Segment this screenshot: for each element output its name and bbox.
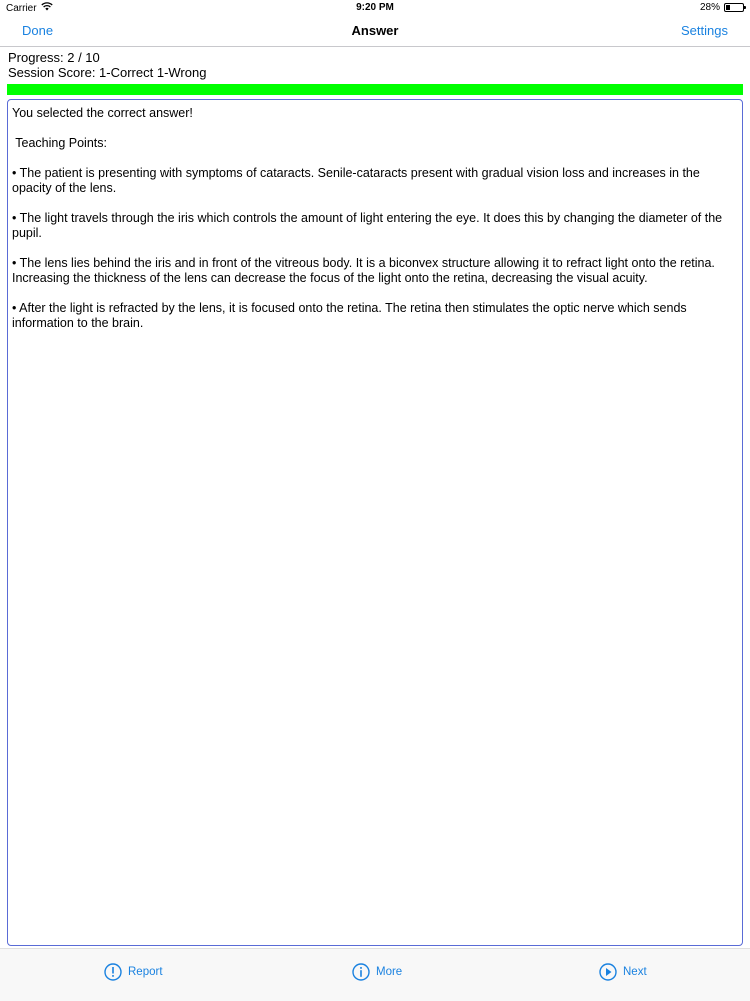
answer-text-view[interactable] xyxy=(7,99,743,946)
info-circle-icon xyxy=(352,963,370,981)
status-time: 9:20 PM xyxy=(356,2,394,13)
done-button[interactable]: Done xyxy=(22,23,54,38)
report-label: Report xyxy=(128,966,163,978)
next-label: Next xyxy=(623,966,647,978)
next-button[interactable] xyxy=(599,963,647,981)
teaching-point: • The light travels through the iris which controls the amount of light entering the eye. It does this by changing the diameter of the pupil. xyxy=(12,211,723,240)
teaching-points-heading: Teaching Points: xyxy=(12,136,107,150)
report-button[interactable] xyxy=(104,963,163,981)
settings-button[interactable]: Settings xyxy=(681,23,728,38)
battery-icon xyxy=(724,3,744,12)
teaching-point: • The lens lies behind the iris and in front of the vitreous body. It is a biconvex structure allowing it to refract light onto the retina. Increasing the thickness of the lens can decrease the focus of the light onto the retina, decreasing the visual acuity. xyxy=(12,256,715,285)
answer-result: You selected the correct answer! xyxy=(12,106,193,120)
bottom-toolbar xyxy=(0,948,750,1001)
session-score-label: Session Score: 1-Correct 1-Wrong xyxy=(8,65,207,80)
carrier-label: Carrier xyxy=(6,2,37,14)
progress-label: Progress: 2 / 10 xyxy=(8,50,100,65)
exclamation-circle-icon xyxy=(104,963,122,981)
status-bar xyxy=(0,0,750,16)
more-label: More xyxy=(376,966,403,978)
teaching-point: • The patient is presenting with symptoms of cataracts. Senile-cataracts present with gradual vision loss and increases in the opacity of the lens. xyxy=(12,166,700,195)
battery-fill xyxy=(726,5,730,10)
progress-bar xyxy=(7,84,743,95)
play-circle-icon xyxy=(599,963,617,981)
navigation-bar xyxy=(0,16,750,47)
progress-bar-fill xyxy=(7,84,743,95)
battery-percent: 28% xyxy=(699,2,720,13)
teaching-point: • After the light is refracted by the lens, it is focused onto the retina. The retina then stimulates the optic nerve which sends information to the brain. xyxy=(12,301,687,330)
more-button[interactable] xyxy=(352,963,402,981)
page-title: Answer xyxy=(351,23,399,38)
session-info xyxy=(8,50,206,80)
battery-indicator xyxy=(700,2,744,13)
